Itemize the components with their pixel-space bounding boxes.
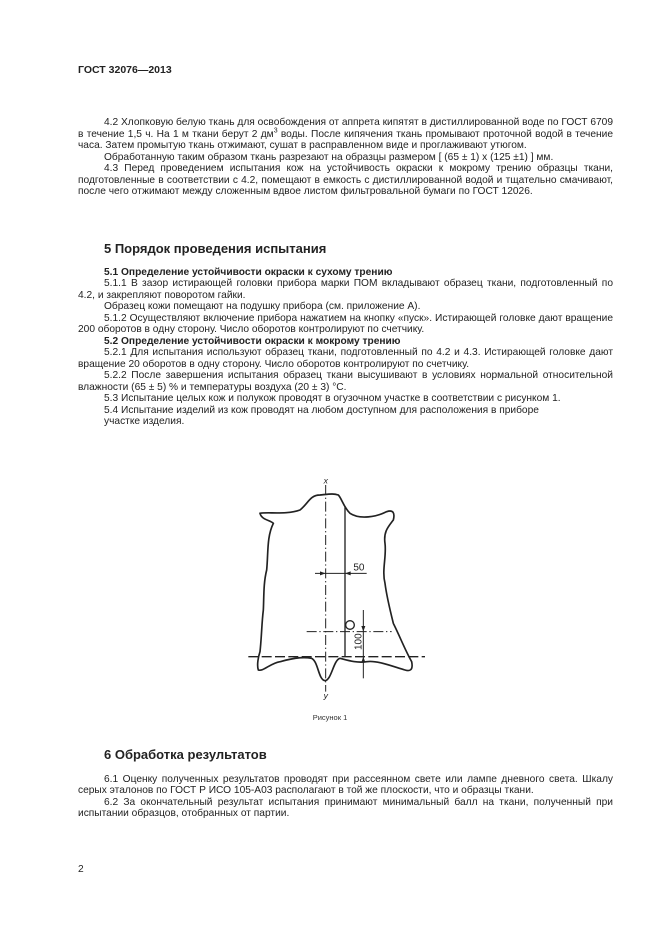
paragraph-5-3: 5.3 Испытание целых кож и полукож проводят в огузочном участке в соответствии с рисунком 1. [104,393,561,404]
dimension-50-label: 50 [353,562,365,574]
document-header: ГОСТ 32076—2013 [78,64,172,76]
section-6 [78,749,613,820]
paragraph-5-2-1: 5.2.1 Для испытания используют образец ткани, подготовленный по 4.2 и 4.3. Истирающей головке дают вращение 20 оборотов в одну сторону. Число оборотов контролируют по счетчику. [78,347,613,370]
figure-1-hide-diagram [220,470,440,730]
arrow-icon [320,571,326,575]
page-number: 2 [78,864,84,875]
paragraph-5-1-2: 5.1.2 Осуществляют включение прибора нажатием на кнопку «пуск». Истирающей головке дают вращение 200 оборотов в одну сторону. Число оборотов контролируют по счетчику. [78,312,613,335]
paragraph-4-2-cut: Обработанную таким образом ткань разрезают на образцы размером [ (65 ± 1) х (125 ±1) ] мм. [104,151,554,163]
sample-point-circle [346,621,355,630]
section-4-continued [78,117,613,198]
superscript: 3 [273,127,278,135]
paragraph-4-3: 4.3 Перед проведением испытания кож на устойчивость окраски к мокрому трению образцы ткани, подготовленные в соответствии с 4.2, помещают в емкость с дистиллированной водой и тщательно смачивают, после чего отжимают между сложенным вдвое листом фильтровальной бумаги по ГОСТ 12026. [78,163,613,197]
arrow-icon [345,571,351,575]
section-6-heading: 6 Обработка результатов [104,747,267,762]
text: 4.2 Хлопковую белую ткань для освобождения от аппрета кипятят в дистиллированной воде по ГОСТ 6709 в течение 1,5 ч. На 1 м ткани берут 2 дм [78,117,613,140]
arrow-icon [361,657,365,663]
subsection-5-2-heading: 5.2 Определение устойчивости окраски к мокрому трению [104,335,401,347]
axis-x-label: x [323,475,328,486]
axis-y-label: y [323,690,328,701]
paragraph-5-4-cont: участке изделия. [104,416,185,427]
arrow-icon [361,626,365,632]
hide-outline [258,494,412,681]
dimension-100-label: 100 [353,633,365,650]
paragraph-6-2: 6.2 За окончательный результат испытания принимают минимальный балл на ткани, полученный при испытании образцов, отобранных от партии. [78,796,613,819]
paragraph-4-2 [78,117,613,152]
paragraph-5-4: 5.4 Испытание изделий из кож проводят на любом доступном для расположения в приборе [104,404,539,416]
paragraph-6-1: 6.1 Оценку полученных результатов проводят при рассеянном свете или лампе дневного света. Шкалу серых эталонов по ГОСТ Р ИСО 105-А03 располагают в той же плоскости, что и образцы ткани. [78,773,613,796]
section-5 [78,243,613,428]
paragraph-5-1-1: 5.1.1 В зазор истирающей головки прибора марки ПОМ вкладывают образец ткани, подготовленный по 4.2, и закрепляют поворотом гайки. [78,278,613,301]
paragraph-5-1-1b: Образец кожи помещают на подушку прибора (см. приложение А). [104,301,421,312]
section-5-heading: 5 Порядок проведения испытания [104,241,327,256]
paragraph-5-2-2: 5.2.2 После завершения испытания образец ткани высушивают в условиях нормальной относительной влажности (65 ± 5) % и температуры воздуха (20 ± 3) °С. [78,370,613,393]
figure-caption: Рисунок 1 [312,713,348,722]
text: воды. После кипячения ткань промывают проточной водой в течение часа. Затем промытую ткань отжимают, сушат в расправленном виде и проглаживают утюгом. [78,128,613,151]
subsection-5-1-heading: 5.1 Определение устойчивости окраски к сухому трению [104,266,393,278]
